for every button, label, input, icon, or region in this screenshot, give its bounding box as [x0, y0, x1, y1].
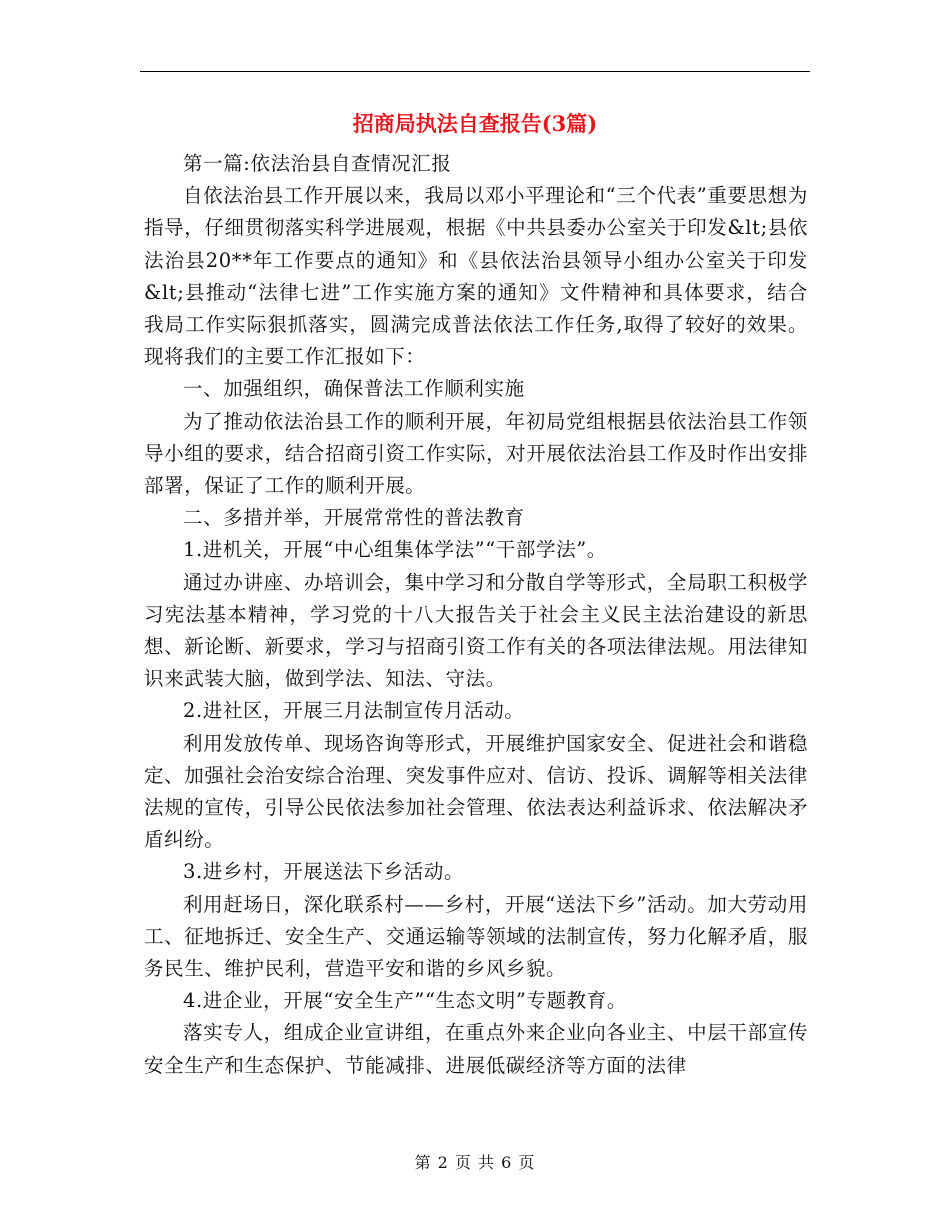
body-paragraph-agencies: 通过办讲座、办培训会，集中学习和分散自学等形式，全局职工积极学习宪法基本精神，学习党的十八大报告关于社会主义民主法治建设的新思想、新论断、新要求，学习与招商引资工作有关的各项法律法规。用法律知识来武装大脑，做到学法、知法、守法。: [144, 570, 808, 691]
document-body: [144, 148, 808, 1082]
document-title: 招商局执法自查报告(3篇): [352, 111, 598, 136]
page-number-footer: 第 2 页 共 6 页: [414, 1153, 536, 1172]
body-paragraph-organization: 为了推动依法治县工作的顺利开展，年初局党组根据县依法治县工作领导小组的要求，结合招商引资工作实际，对开展依法治县工作及时作出安排部署，保证了工作的顺利开展。: [144, 409, 808, 498]
section-heading-measures: 二、多措并举，开展常常性的普法教育: [183, 506, 525, 530]
body-paragraph-enterprises: 落实专人，组成企业宣讲组，在重点外来企业向各业主、中层干部宣传安全生产和生态保护、节能减排、进展低碳经济等方面的法律: [144, 1021, 808, 1077]
section-heading-part-one: 第一篇:依法治县自查情况汇报: [183, 152, 452, 175]
header-rule: [140, 71, 810, 72]
body-paragraph-villages: 利用赶场日，深化联系村——乡村，开展“送法下乡”活动。加大劳动用工、征地拆迁、安全生产、交通运输等领域的法制宣传，努力化解矛盾，服务民生、维护民利，营造平安和谐的乡风乡貌。: [144, 892, 808, 981]
body-paragraph-community: 利用发放传单、现场咨询等形式，开展维护国家安全、促进社会和谐稳定、加强社会治安综合治理、突发事件应对、信访、投诉、调解等相关法律法规的宣传，引导公民依法参加社会管理、依法表达利益诉求、依法解决矛盾纠纷。: [144, 731, 808, 852]
list-item-heading-enterprises: 4.进企业，开展“安全生产”“生态文明”专题教育。: [183, 989, 627, 1013]
section-heading-organization: 一、加强组织，确保普法工作顺利实施: [183, 377, 525, 401]
list-item-heading-agencies: 1.进机关，开展“中心组集体学法”“干部学法”。: [183, 538, 607, 562]
list-item-heading-community: 2.进社区，开展三月法制宣传月活动。: [183, 699, 525, 723]
list-item-heading-villages: 3.进乡村，开展送法下乡活动。: [183, 860, 465, 884]
body-paragraph-intro: 自依法治县工作开展以来，我局以邓小平理论和“三个代表”重要思想为指导，仔细贯彻落实科学进展观，根据《中共县委办公室关于印发&lt;县依法治县20**年工作要点的通知》和《县依法治县领导小组办公室关于印发&lt;县推动“法律七进”工作实施方案的通知》文件精神和具体要求，结合我局工作实际狠抓落实，圆满完成普法依法工作任务,取得了较好的效果。现将我们的主要工作汇报如下：: [144, 184, 808, 369]
